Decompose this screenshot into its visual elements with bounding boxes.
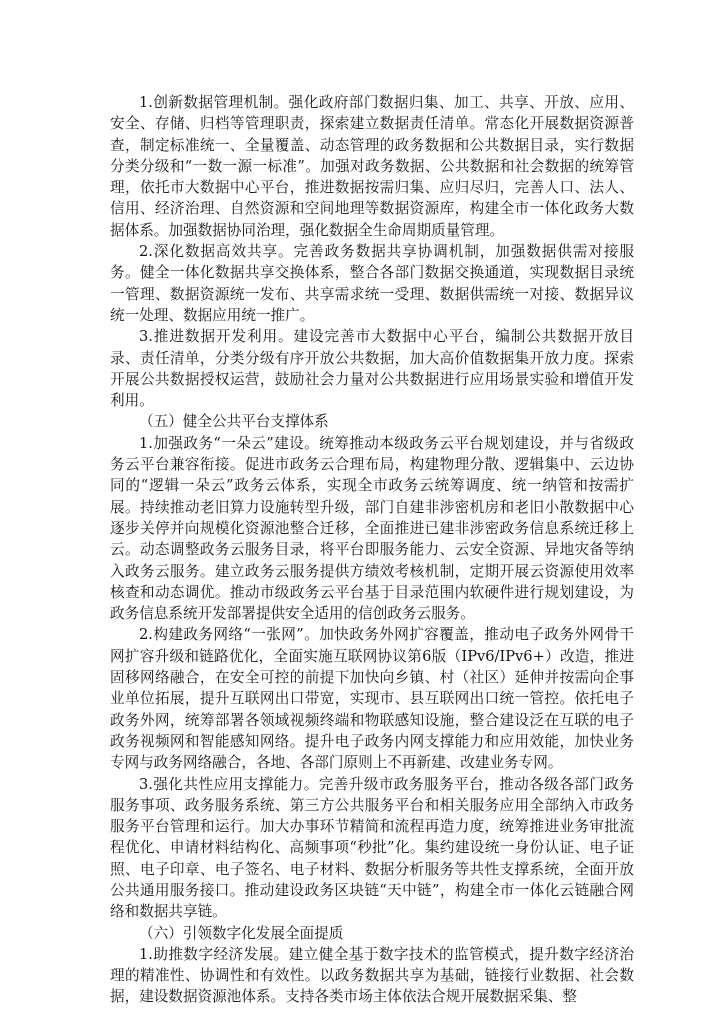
- paragraph-data-utilization: 3.推进数据开发利用。建设完善市大数据中心平台，编制公共数据开放目录、责任清单，分类分级有序开放公共数据，加大高价值数据集开放力度。探索开展公共数据授权运营，鼓励社会力量对公共数据进行应用场景实验和增值开发利用。: [110, 328, 634, 410]
- paragraph-gov-cloud: 1.加强政务“一朵云”建设。统筹推动本级政务云平台规划建设，并与省级政务云平台兼容衔接。促进市政务云合理布局，构建物理分散、逻辑集中、云边协同的“逻辑一朵云”政务云体系，实现全市政务云统筹调度、统一纳管和按需扩展。持续推动老旧算力设施转型升级，部门自建非涉密机房和老旧小散数据中心逐步关停并向规模化资源池整合迁移，全面推进已建非涉密政务信息系统迁移上云。动态调整政务云服务目录，将平台即服务能力、云安全资源、异地灾备等纳入政务云服务。建立政务云服务提供方绩效考核机制，定期开展云资源使用效率核查和动态调优。推动市级政务云平台基于目录范围内软硬件进行规划建设，为政务信息系统开发部署提供安全适用的信创政务云服务。: [110, 434, 634, 623]
- paragraph-data-management: 1.创新数据管理机制。强化政府部门数据归集、加工、共享、开放、应用、安全、存储、归档等管理职责，探索建立数据责任清单。常态化开展数据资源普查，制定标准统一、全量覆盖、动态管理的政务数据和公共数据目录，实行数据分类分级和“一数一源一标准”。加强对政务数据、公共数据和社会数据的统筹管理，依托市大数据中心平台，推进数据按需归集、应归尽归，完善人口、法人、信用、经济治理、自然资源和空间地理等数据资源库，构建全市一体化政务大数据体系。加强数据协同治理，强化数据全生命周期质量管理。: [110, 94, 634, 239]
- section-heading-digital-development: （六）引领数字化发展全面提质: [139, 924, 344, 942]
- paragraph-data-sharing: 2.深化数据高效共享。完善政务数据共享协调机制，加强数据供需对接服务。健全一体化数据共享交换体系，整合各部门数据交换通道，实现数据目录统一管理、数据资源统一发布、共享需求统一受理、数据供需统一对接、数据异议统一处理、数据应用统一推广。: [110, 243, 634, 324]
- document-page: [110, 92, 634, 1008]
- paragraph-digital-economy: 1.助推数字经济发展。建立健全基于数字技术的监管模式，提升数字经济治理的精准性、协调性和有效性。以政务数据共享为基础，链接行业数据、社会数据，建设数据资源池体系。支持各类市场主体依法合规开展数据采集、整: [110, 945, 634, 1006]
- section-heading-public-platform: （五）健全公共平台支撑体系: [139, 413, 329, 431]
- paragraph-gov-network: 2.构建政务网络“一张网”。加快政务外网扩容覆盖，推动电子政务外网骨干网扩容升级和链路优化，全面实施互联网协议第6版（IPv6/IPv6+）改造，推进固移网络融合，在安全可控的前提下加快向乡镇、村（社区）延伸并按需向企事业单位拓展，提升互联网出口带宽，实现市、县互联网出口统一管控。依托电子政务外网，统筹部署各领域视频终端和物联感知设施，整合建设泛在互联的电子政务视频网和智能感知网络。提升电子政务内网支撑能力和应用效能，加快业务专网与政务网络融合，各地、各部门原则上不再新建、改建业务专网。: [110, 626, 634, 772]
- paragraph-common-support: 3.强化共性应用支撑能力。完善升级市政务服务平台，推动各级各部门政务服务事项、政务服务系统、第三方公共服务平台和相关服务应用全部纳入市政务服务平台管理和运行。加大办事环节精简和流程再造力度，统筹推进业务审批流程优化、申请材料结构化、高频事项“秒批”化。集约建设统一身份认证、电子证照、电子印章、电子签名、电子材料、数据分析服务等共性支撑系统，全面开放公共通用服务接口。推动建设政务区块链“天中链”，构建全市一体化云链融合网络和数据共享链。: [110, 775, 634, 921]
